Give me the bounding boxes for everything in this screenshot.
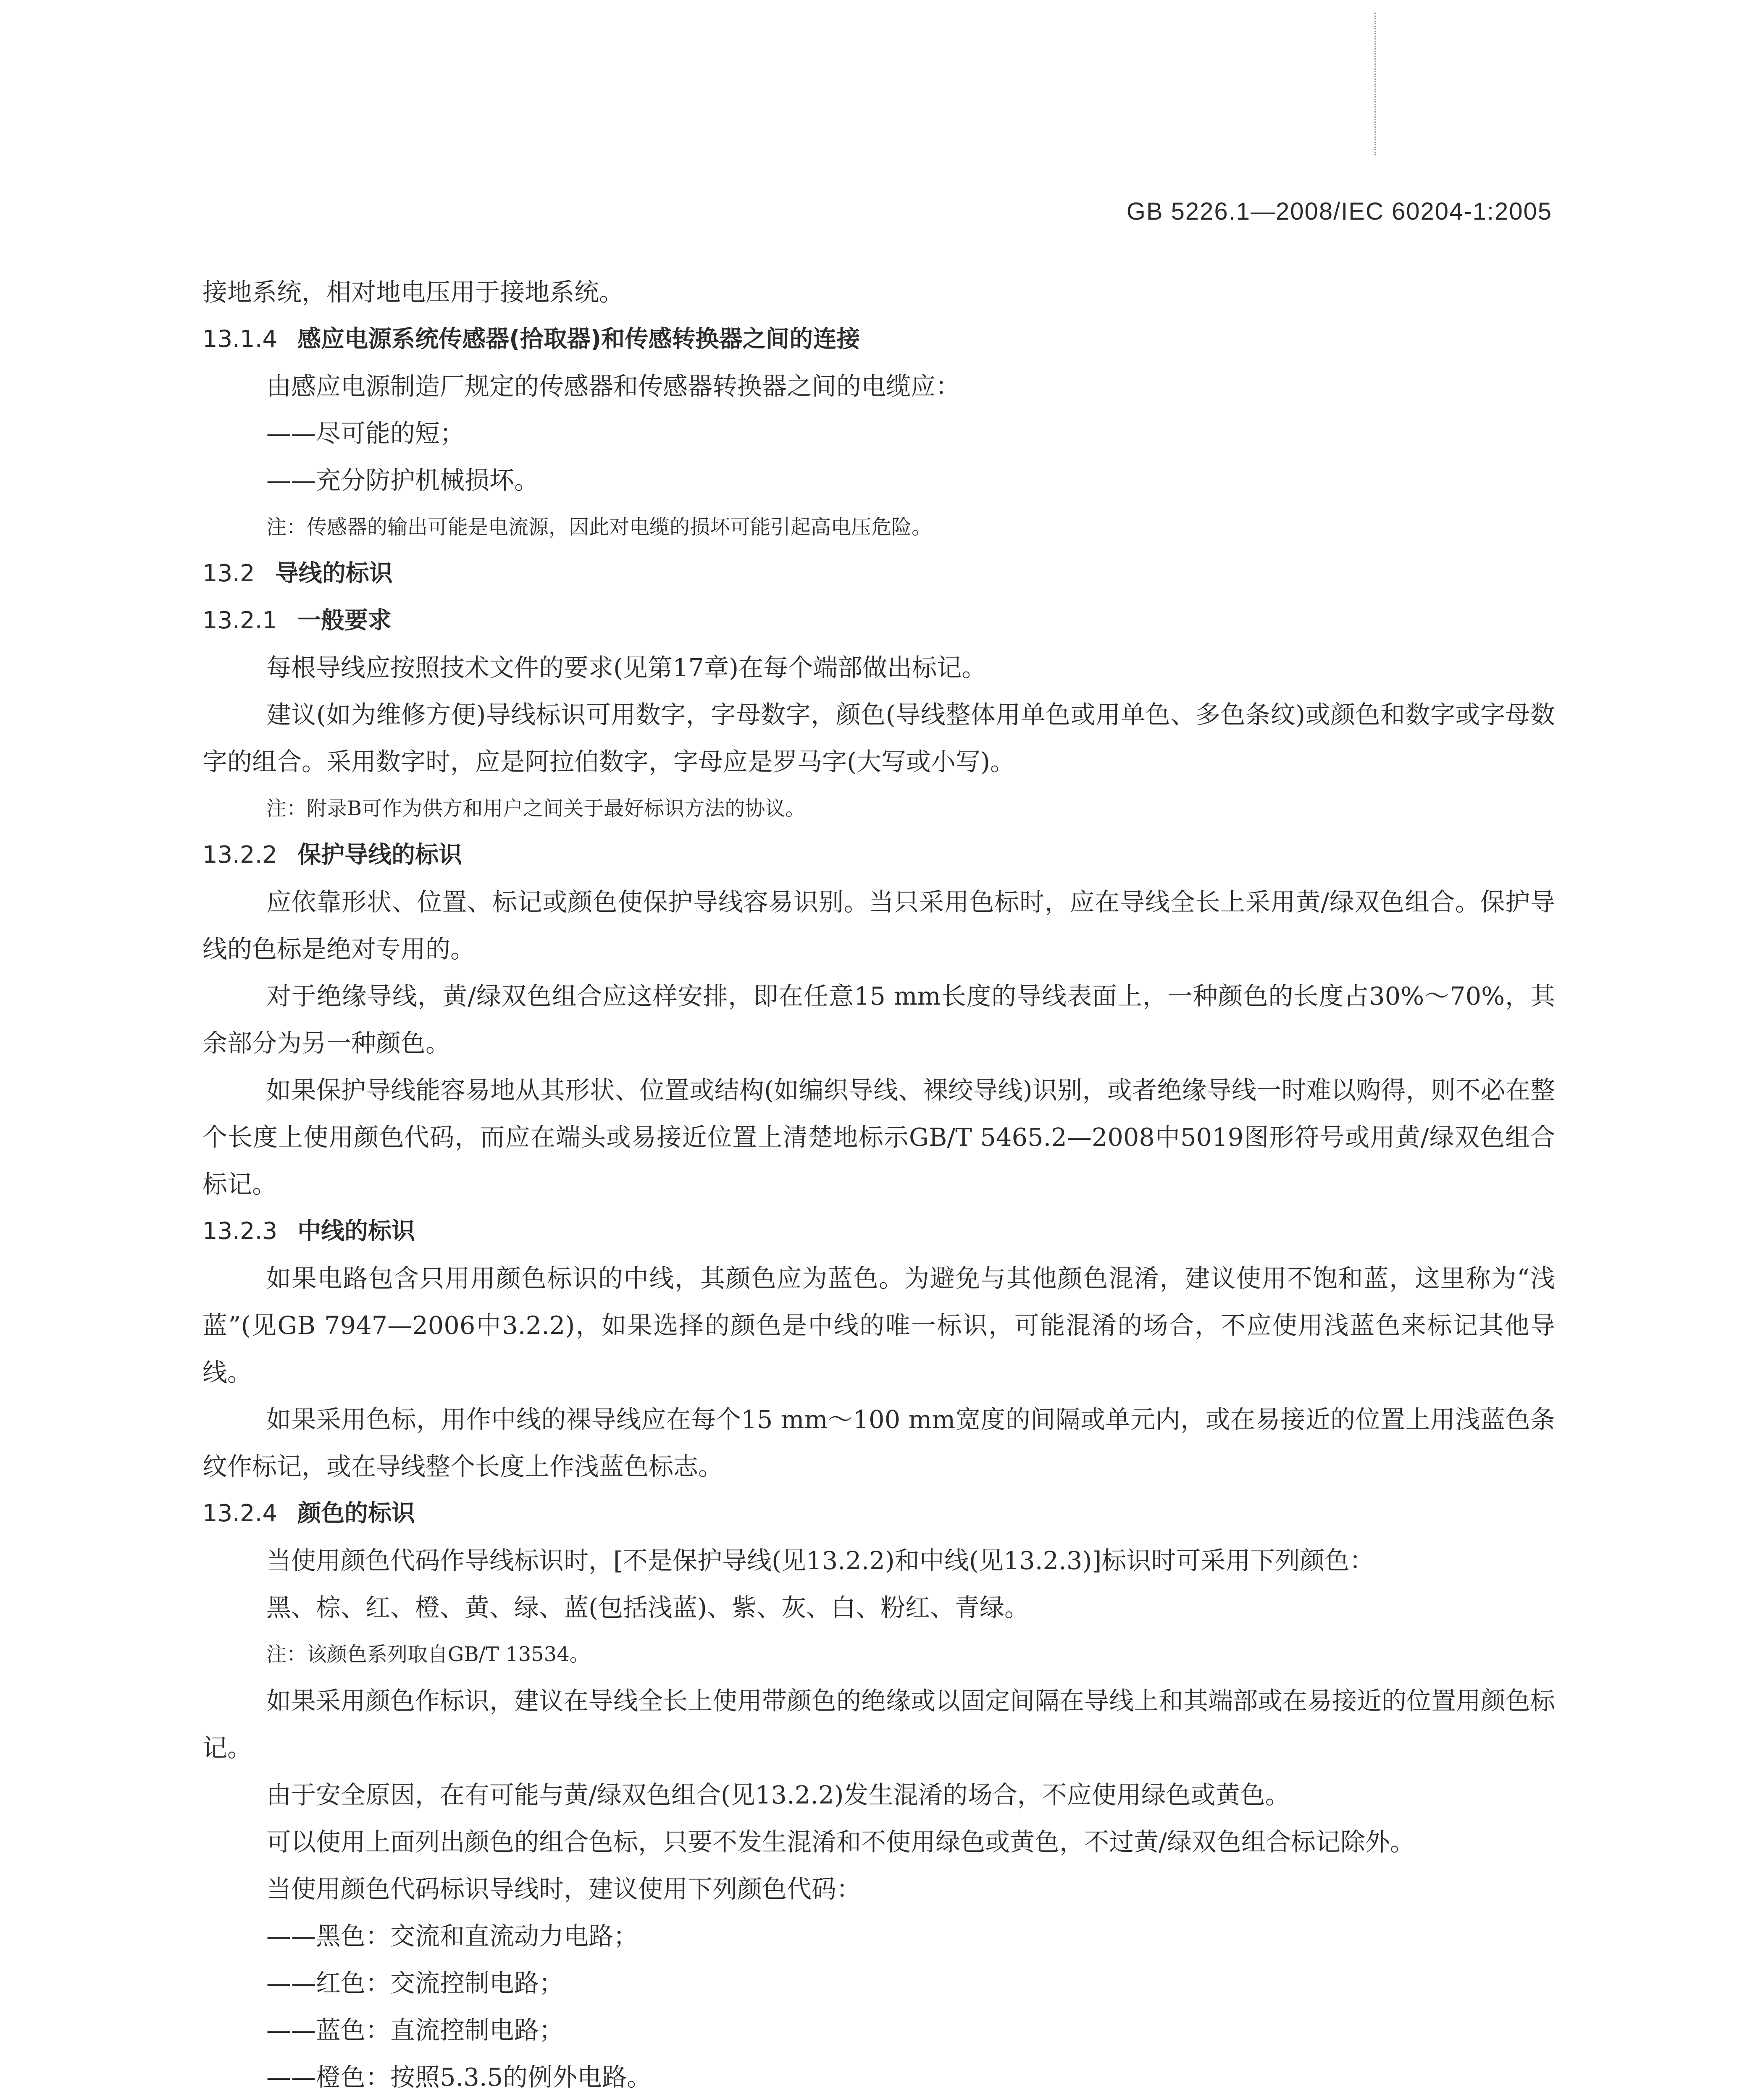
standard-number-header: GB 5226.1—2008/IEC 60204-1:2005	[1126, 198, 1552, 225]
section-number: 13.1.4	[202, 326, 278, 353]
section-number: 13.2.3	[202, 1218, 278, 1245]
note: 注：传感器的输出可能是电流源，因此对电缆的损坏可能引起高电压危险。	[266, 515, 932, 539]
paragraph: 如果采用色标，用作中线的裸导线应在每个15 mm～100 mm宽度的间隔或单元内，或在易接近的位置上用浅蓝色条纹作标记，或在导线整个长度上作浅蓝色标志。	[202, 1405, 1555, 1481]
paragraph: 黑、棕、红、橙、黄、绿、蓝(包括浅蓝)、紫、灰、白、粉红、青绿。	[266, 1593, 1030, 1622]
paragraph: 由感应电源制造厂规定的传感器和传感器转换器之间的电缆应：	[266, 372, 961, 401]
paragraph: 由于安全原因，在有可能与黄/绿双色组合(见13.2.2)发生混淆的场合，不应使用绿色或黄色。	[266, 1780, 1290, 1809]
paragraph: 建议(如为维修方便)导线标识可用数字，字母数字，颜色(导线整体用单色或用单色、多色条纹)或颜色和数字或字母数字的组合。采用数字时，应是阿拉伯数字，字母应是罗马字(大写或小写)。	[202, 700, 1555, 776]
dash-list-item: ——橙色：按照5.3.5的例外电路。	[266, 2063, 652, 2092]
paragraph: 当使用颜色代码作导线标识时，[不是保护导线(见13.2.2)和中线(见13.2.3)]标识时可采用下列颜色：	[266, 1546, 1374, 1575]
section-number: 13.2.1	[202, 607, 278, 634]
paragraph: 对于绝缘导线，黄/绿双色组合应这样安排，即在任意15 mm长度的导线表面上，一种颜色的长度占30%～70%，其余部分为另一种颜色。	[202, 982, 1555, 1058]
section-title: 中线的标识	[297, 1218, 415, 1245]
note: 注：附录B可作为供方和用户之间关于最好标识方法的协议。	[266, 797, 806, 820]
section-title: 颜色的标识	[297, 1500, 415, 1527]
section-title: 保护导线的标识	[297, 841, 462, 869]
paragraph: 接地系统，相对地电压用于接地系统。	[202, 278, 624, 307]
dash-list-item: ——尽可能的短；	[266, 419, 465, 448]
paragraph: 每根导线应按照技术文件的要求(见第17章)在每个端部做出标记。	[266, 653, 987, 682]
dash-list-item: ——充分防护机械损坏。	[266, 466, 539, 495]
section-heading	[202, 832, 1555, 879]
section-title: 导线的标识	[275, 560, 393, 587]
note: 注：该颜色系列取自GB/T 13534。	[266, 1643, 590, 1666]
section-heading	[202, 550, 1555, 597]
section-number: 13.2.2	[202, 841, 278, 869]
dash-list-item: ——红色：交流控制电路；	[266, 1969, 564, 1998]
section-heading	[202, 1208, 1555, 1255]
section-title: 感应电源系统传感器(拾取器)和传感转换器之间的连接	[297, 326, 860, 353]
document-body	[202, 269, 1555, 2100]
paragraph: 当使用颜色代码标识导线时，建议使用下列颜色代码：	[266, 1874, 862, 1903]
paragraph: 应依靠形状、位置、标记或颜色使保护导线容易识别。当只采用色标时，应在导线全长上采用黄/绿双色组合。保护导线的色标是绝对专用的。	[202, 887, 1555, 963]
section-title: 一般要求	[297, 607, 392, 634]
paragraph: 如果采用颜色作标识，建议在导线全长上使用带颜色的绝缘或以固定间隔在导线上和其端部或在易接近的位置用颜色标记。	[202, 1686, 1556, 1762]
section-heading	[202, 597, 1555, 644]
paragraph: 如果保护导线能容易地从其形状、位置或结构(如编织导线、裸绞导线)识别，或者绝缘导线一时难以购得，则不必在整个长度上使用颜色代码，而应在端头或易接近位置上清楚地标示GB/T 5465.2—2008中5019图形符号或用黄/绿双色组合标记。	[202, 1076, 1555, 1199]
paragraph: 如果电路包含只用用颜色标识的中线，其颜色应为蓝色。为避免与其他颜色混淆，建议使用不饱和蓝，这里称为“浅蓝”(见GB 7947—2006中3.2.2)，如果选择的颜色是中线的唯一标识，可能混淆的场合，不应使用浅蓝色来标记其他导线。	[202, 1264, 1555, 1387]
section-number: 13.2.4	[202, 1500, 278, 1527]
section-heading	[202, 316, 1555, 363]
scan-artifact-dots	[1374, 13, 1377, 155]
dash-list-item: ——黑色：交流和直流动力电路；	[266, 1922, 639, 1950]
paragraph: 可以使用上面列出颜色的组合色标，只要不发生混淆和不使用绿色或黄色，不过黄/绿双色组合标记除外。	[266, 1827, 1415, 1856]
dash-list-item: ——蓝色：直流控制电路；	[266, 2016, 564, 2045]
section-number: 13.2	[202, 560, 255, 587]
section-heading	[202, 1490, 1555, 1537]
